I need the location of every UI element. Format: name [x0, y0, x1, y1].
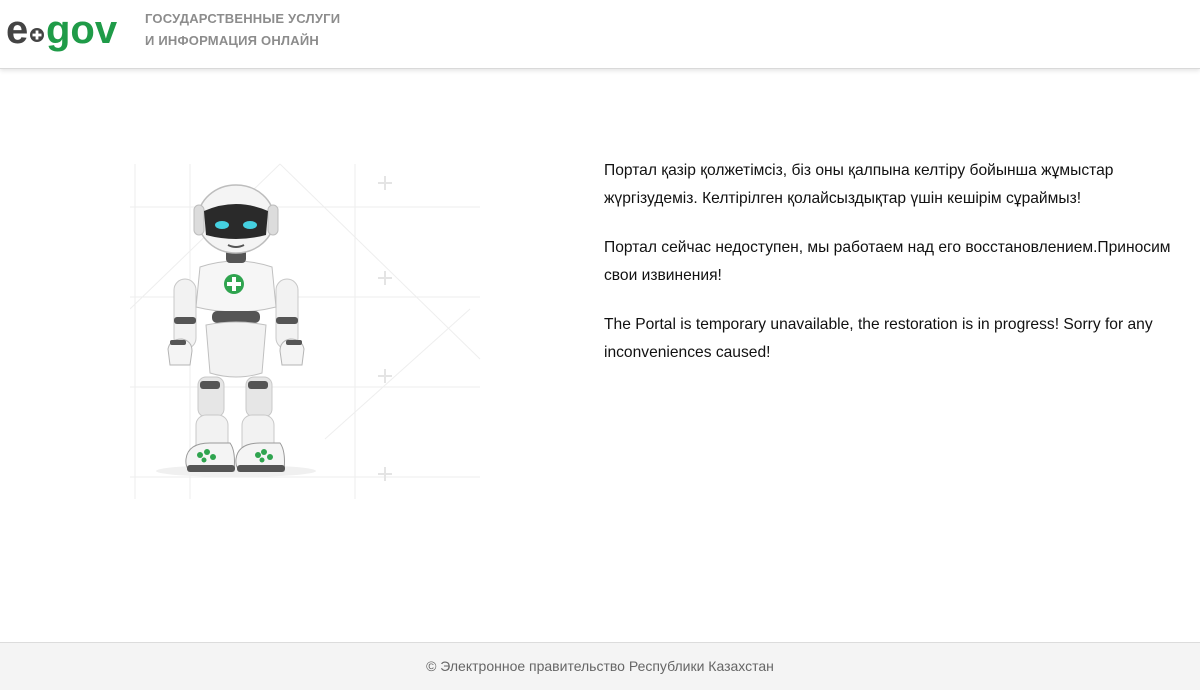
- robot-mascot-image: [130, 159, 490, 504]
- notice-english: The Portal is temporary unavailable, the restoration is in progress! Sorry for any inconveniences caused!: [604, 316, 1153, 361]
- logo-prefix: e: [6, 8, 29, 52]
- tagline-line-2: И ИНФОРМАЦИЯ ОНЛАЙН: [145, 33, 319, 48]
- maintenance-content: [0, 69, 1200, 642]
- background-plus-marks: [378, 176, 392, 481]
- egov-logo-mark: [6, 6, 132, 56]
- notice-russian: Портал сейчас недоступен, мы работаем над его восстановлением.Приносим свои извинения!: [604, 239, 1171, 284]
- chest-plus-icon: [224, 274, 244, 294]
- egov-logo[interactable]: [6, 6, 132, 56]
- robot-torso: [196, 261, 276, 377]
- site-tagline: [145, 8, 405, 52]
- plus-in-circle-icon: [30, 28, 44, 42]
- footer-copyright: © Электронное правительство Республики Казахстан: [426, 658, 774, 674]
- maintenance-notice: [604, 157, 1194, 388]
- page-footer: [0, 642, 1200, 690]
- robot-illustration: [130, 159, 490, 504]
- robot-head: [194, 185, 278, 263]
- page-header: [0, 0, 1200, 69]
- notice-kazakh: Портал қазір қолжетімсіз, біз оны қалпына келтіру бойынша жұмыстар жүргізудеміз. Келтірілген қолайсыздықтар үшін кешірім сұраймыз!: [604, 162, 1114, 207]
- robot-legs: [186, 377, 285, 472]
- tagline-line-1: ГОСУДАРСТВЕННЫЕ УСЛУГИ: [145, 11, 341, 26]
- logo-suffix: gov: [46, 8, 118, 52]
